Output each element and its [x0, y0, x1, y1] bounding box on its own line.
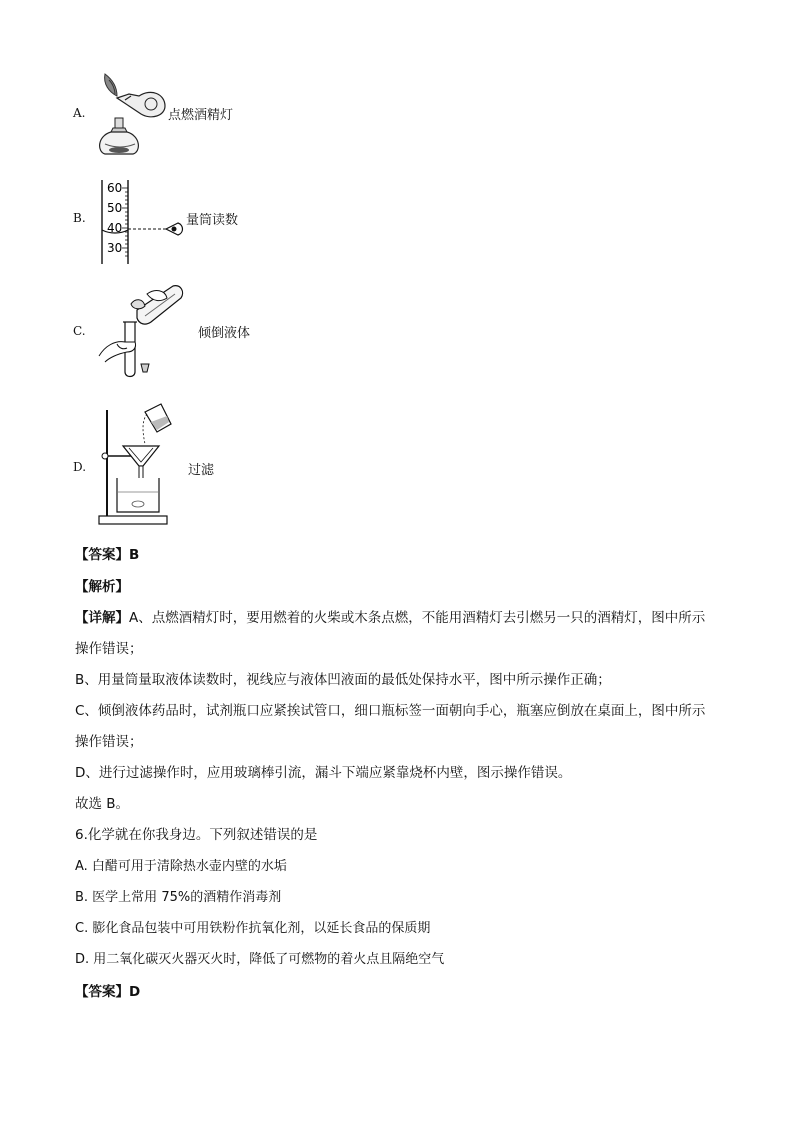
option-a-caption: 点燃酒精灯: [168, 108, 234, 123]
answer-tag: 【答案】: [75, 547, 129, 563]
analysis-line-2: 操作错误；: [75, 641, 143, 657]
alcohol-lamp-lighting-figure: [95, 70, 170, 160]
graduated-cylinder-reading-figure: [100, 178, 185, 268]
filtration-figure: [95, 400, 185, 528]
scale-label-40: 40: [107, 221, 123, 235]
question-6-stem: 6.化学就在你我身边。下列叙述错误的是: [75, 827, 318, 843]
analysis-line-4: C、倾倒液体药品时，试剂瓶口应紧挨试管口，细口瓶标签一面朝向手心，瓶塞应倒放在桌面上，图中所示: [75, 703, 706, 719]
option-b-caption: 量筒读数: [186, 213, 239, 228]
analysis-tag: 【解析】: [75, 579, 129, 595]
analysis-heading: [75, 577, 129, 597]
option-d-caption: 过滤: [188, 463, 215, 478]
scale-label-50: 50: [107, 201, 123, 215]
detail-tag: 【详解】: [75, 610, 129, 626]
question-6-option-a: A. 白醋可用于清除热水壶内壁的水垢: [75, 859, 287, 874]
option-d-letter: D.: [73, 460, 87, 474]
question-6-option-c: C. 膨化食品包装中可用铁粉作抗氧化剂，以延长食品的保质期: [75, 921, 431, 936]
answer-5: [75, 545, 139, 565]
analysis-line-5: 操作错误；: [75, 734, 143, 750]
scale-label-60: 60: [107, 181, 123, 195]
answer-6-tag: 【答案】: [75, 984, 129, 1000]
option-a-letter: A.: [73, 106, 86, 120]
answer-6: [75, 982, 140, 1002]
analysis-line-6: D、进行过滤操作时，应用玻璃棒引流，漏斗下端应紧靠烧杯内壁，图示操作错误。: [75, 765, 572, 781]
answer-value: B: [129, 547, 140, 563]
analysis-line-3: B、用量筒量取液体读数时，视线应与液体凹液面的最低处保持水平，图中所示操作正确；: [75, 672, 611, 688]
option-c-caption: 倾倒液体: [198, 326, 251, 341]
option-c-letter: C.: [73, 324, 86, 338]
question-6-option-b: B. 医学上常用 75%的酒精作消毒剂: [75, 890, 282, 905]
answer-6-value: D: [129, 984, 141, 1000]
option-b-letter: B.: [73, 211, 86, 225]
analysis-line-1: [75, 608, 705, 628]
pouring-liquid-figure: [95, 280, 190, 380]
question-6-option-d: D. 用二氧化碳灭火器灭火时，降低了可燃物的着火点且隔绝空气: [75, 952, 445, 967]
scale-label-30: 30: [107, 241, 123, 255]
analysis-text: A、点燃酒精灯时，要用燃着的火柴或木条点燃，不能用酒精灯去引燃另一只的酒精灯，图中所示: [129, 610, 706, 626]
analysis-conclusion: 故选 B。: [75, 796, 130, 812]
